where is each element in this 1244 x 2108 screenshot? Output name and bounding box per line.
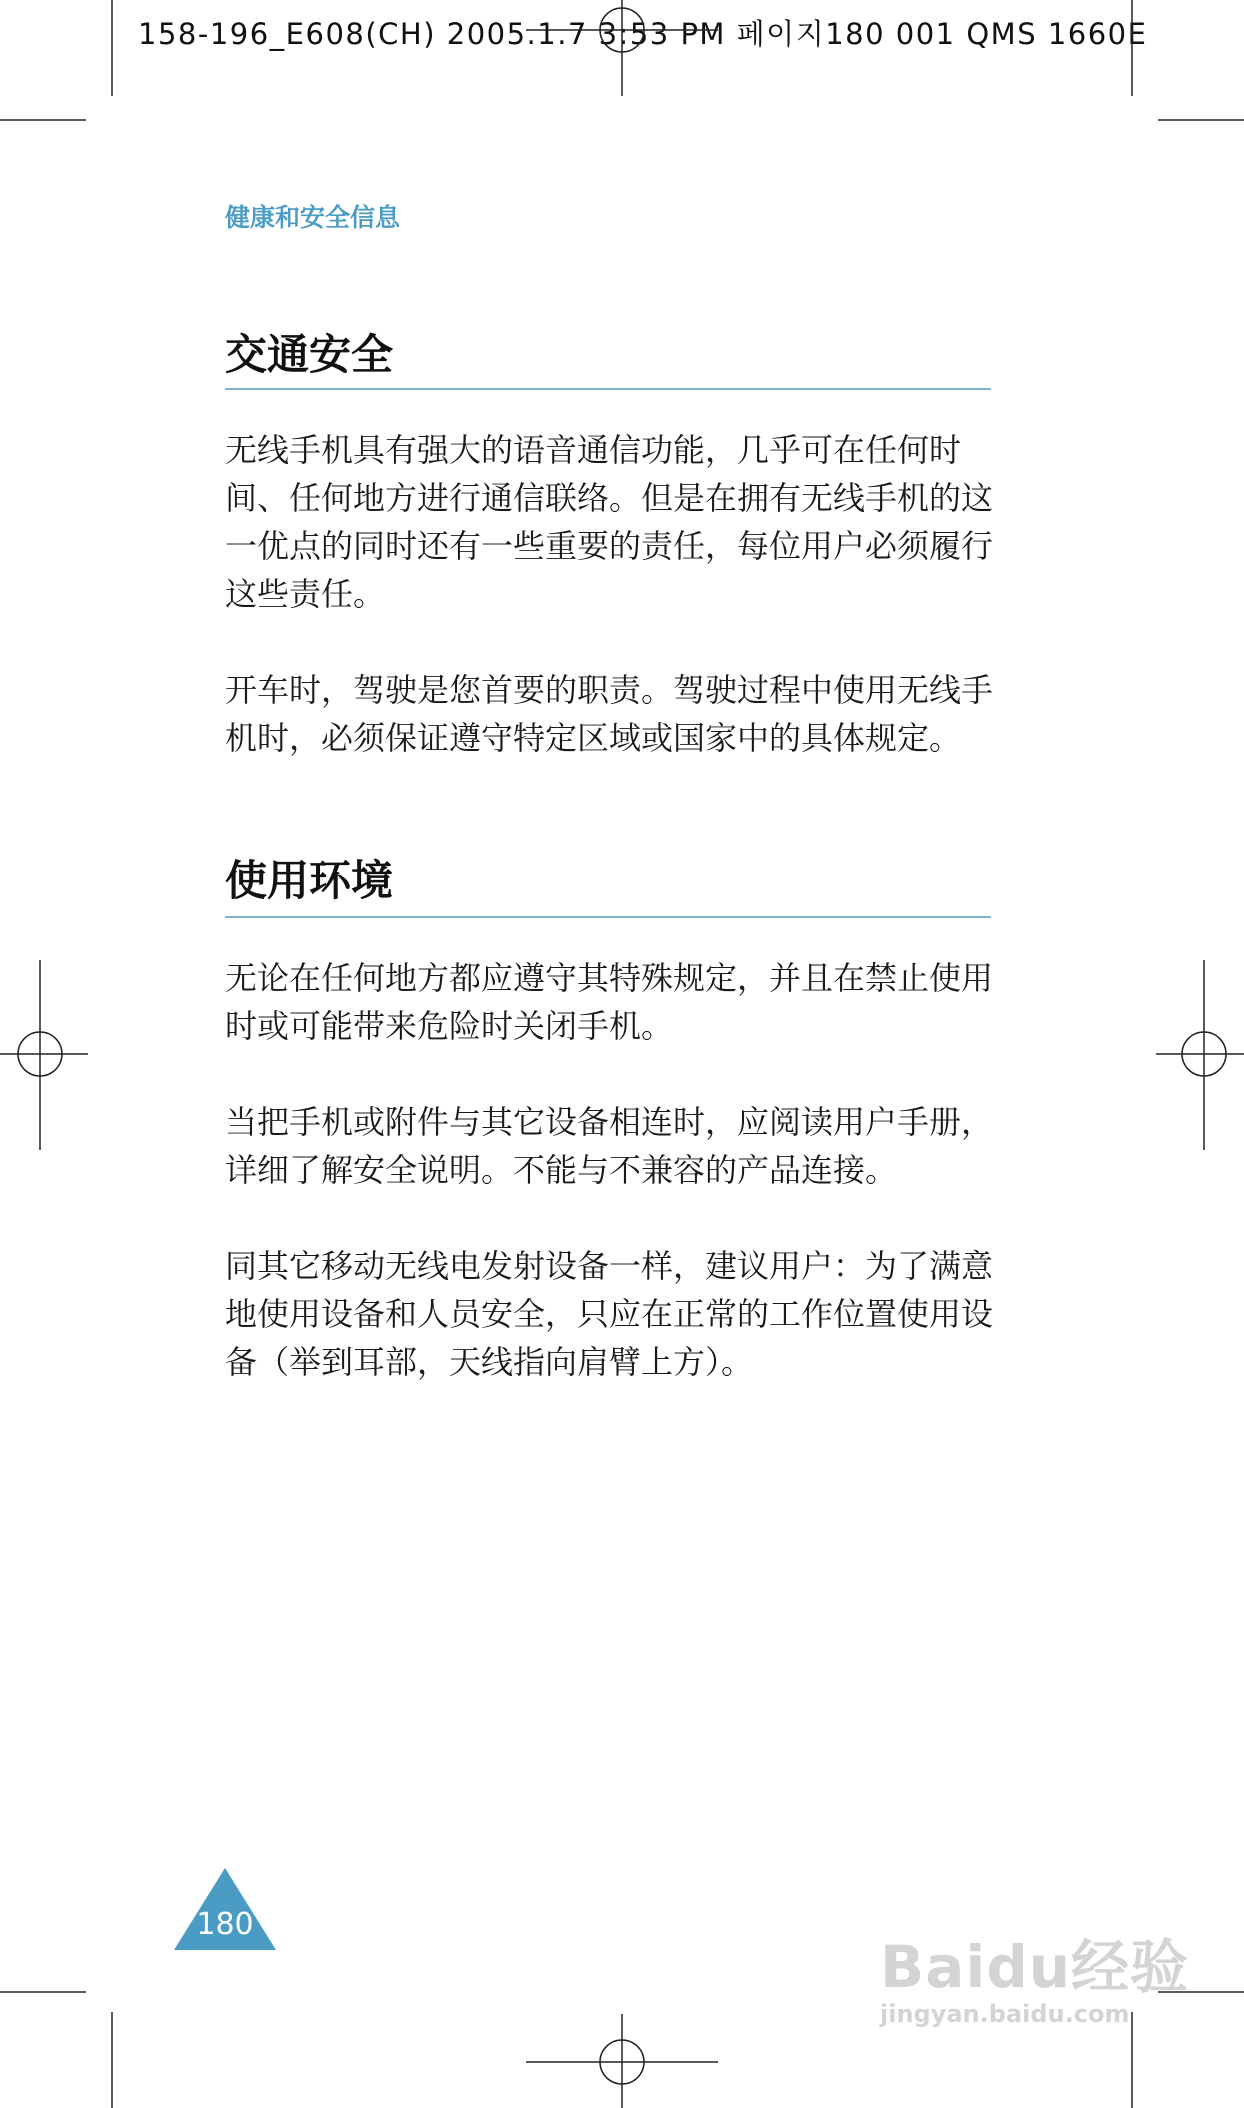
registration-mark-left — [0, 960, 88, 1150]
registration-mark-bottom — [526, 2014, 718, 2108]
heading-rule — [225, 388, 991, 390]
paragraph: 同其它移动无线电发射设备一样，建议用户：为了满意地使用设备和人员安全，只应在正常的工作位置使用设备（举到耳部，天线指向肩臂上方）。 — [225, 1247, 994, 1381]
section-label: 健康和安全信息 — [225, 203, 401, 232]
watermark-brand: Baidu经验 — [880, 1933, 1190, 2001]
watermark — [880, 1920, 1189, 2028]
heading-usage-environment: 使用环境 — [225, 856, 394, 905]
heading-traffic-safety: 交通安全 — [225, 330, 394, 379]
print-slug: 158-196_E608(CH) 2005.1.7 3:53 PM 페이지180 001 QMS 1660E — [138, 17, 1148, 51]
paragraph: 当把手机或附件与其它设备相连时，应阅读用户手册，详细了解安全说明。不能与不兼容的产品连接。 — [225, 1103, 994, 1189]
paragraph: 开车时，驾驶是您首要的职责。驾驶过程中使用无线手机时，必须保证遵守特定区域或国家中的具体规定。 — [225, 671, 994, 757]
page-number-badge — [174, 1868, 276, 1950]
registration-mark-right — [1156, 960, 1244, 1150]
watermark-url: jingyan.baidu.com — [880, 2000, 1130, 2028]
paragraph: 无论在任何地方都应遵守其特殊规定，并且在禁止使用时或可能带来危险时关闭手机。 — [225, 959, 994, 1045]
page-number: 180 — [196, 1907, 254, 1942]
registration-mark-top — [526, 0, 718, 96]
heading-rule — [225, 916, 991, 918]
paragraph: 无线手机具有强大的语音通信功能，几乎可在任何时间、任何地方进行通信联络。但是在拥有无线手机的这一优点的同时还有一些重要的责任，每位用户必须履行这些责任。 — [225, 431, 994, 613]
